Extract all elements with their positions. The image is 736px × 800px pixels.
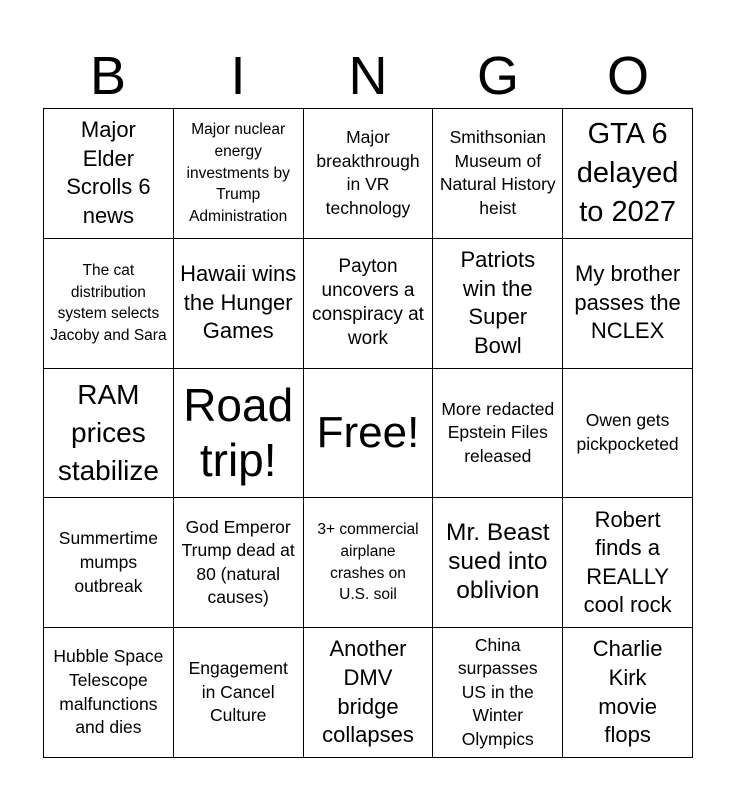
bingo-cell-r1c2[interactable] [174,109,304,239]
cell-text: Owen gets pickpocketed [576,410,679,454]
cell-text: Major breakthrough in VR technology [316,127,420,219]
cell-text: Patriots win the Super Bowl [460,247,536,358]
bingo-cell-r3c4[interactable] [433,369,563,499]
header-letter-b: B [89,46,127,106]
bingo-cell-r4c3[interactable] [304,498,434,628]
cell-text: Free! [316,408,420,458]
bingo-cell-r2c4[interactable] [433,239,563,369]
header-letter-g: G [476,46,519,106]
cell-text: 3+ commercial airplane crashes on U.S. soil [317,521,419,604]
bingo-cell-r1c1[interactable] [44,109,174,239]
cell-text: Charlie Kirk movie flops [592,636,663,748]
bingo-cell-r2c1[interactable] [44,239,174,369]
cell-text: Smithsonian Museum of Natural History heist [439,127,556,219]
cell-text: More redacted Epstein Files released [441,398,555,466]
cell-text: My brother passes the NCLEX [574,261,681,344]
bingo-cell-r1c5[interactable] [563,109,693,239]
cell-text: Mr. Beast sued into oblivion [446,519,550,605]
bingo-cell-r5c3[interactable] [304,628,434,758]
cell-text: Major Elder Scrolls 6 news [66,117,151,228]
bingo-cell-r4c5[interactable] [563,498,693,628]
bingo-cell-r2c5[interactable] [563,239,693,369]
header-letter-n: N [348,46,388,106]
cell-text: Engagement in Cancel Culture [188,658,288,726]
header-letter-o: O [606,46,649,106]
bingo-cell-r4c2[interactable] [174,498,304,628]
bingo-cell-r5c1[interactable] [44,628,174,758]
bingo-cell-r3c3[interactable] [304,369,434,499]
bingo-cell-r3c5[interactable] [563,369,693,499]
bingo-cell-r1c3[interactable] [304,109,434,239]
bingo-cell-r5c4[interactable] [433,628,563,758]
cell-text: Hubble Space Telescope malfunctions and dies [53,646,164,738]
bingo-cell-r2c2[interactable] [174,239,304,369]
bingo-cell-r1c4[interactable] [433,109,563,239]
bingo-grid [43,108,693,758]
cell-text: Major nuclear energy investments by Trump Administration [186,121,290,225]
bingo-cell-r3c2[interactable] [174,369,304,499]
bingo-cell-r5c5[interactable] [563,628,693,758]
bingo-cell-r3c1[interactable] [44,369,174,499]
cell-text: Payton uncovers a conspiracy at work [312,255,424,350]
bingo-cell-r4c1[interactable] [44,498,174,628]
cell-text: Summertime mumps outbreak [58,528,158,596]
cell-text: Hawaii wins the Hunger Games [180,261,297,344]
cell-text: Robert finds a REALLY cool rock [583,506,672,618]
bingo-cell-r5c2[interactable] [174,628,304,758]
cell-text: GTA 6 delayed to 2027 [576,117,679,228]
cell-text: China surpasses US in the Winter Olympics [457,634,538,750]
cell-text: The cat distribution system selects Jacoby and Sara [50,261,167,344]
bingo-header [43,44,693,108]
cell-text: Road trip! [183,378,294,486]
cell-text: God Emperor Trump dead at 80 (natural causes) [181,516,295,608]
cell-text: RAM prices stabilize [57,378,159,487]
bingo-cell-r4c4[interactable] [433,498,563,628]
bingo-cell-r2c3[interactable] [304,239,434,369]
header-letter-i: I [230,46,246,106]
cell-text: Another DMV bridge collapses [322,636,414,748]
